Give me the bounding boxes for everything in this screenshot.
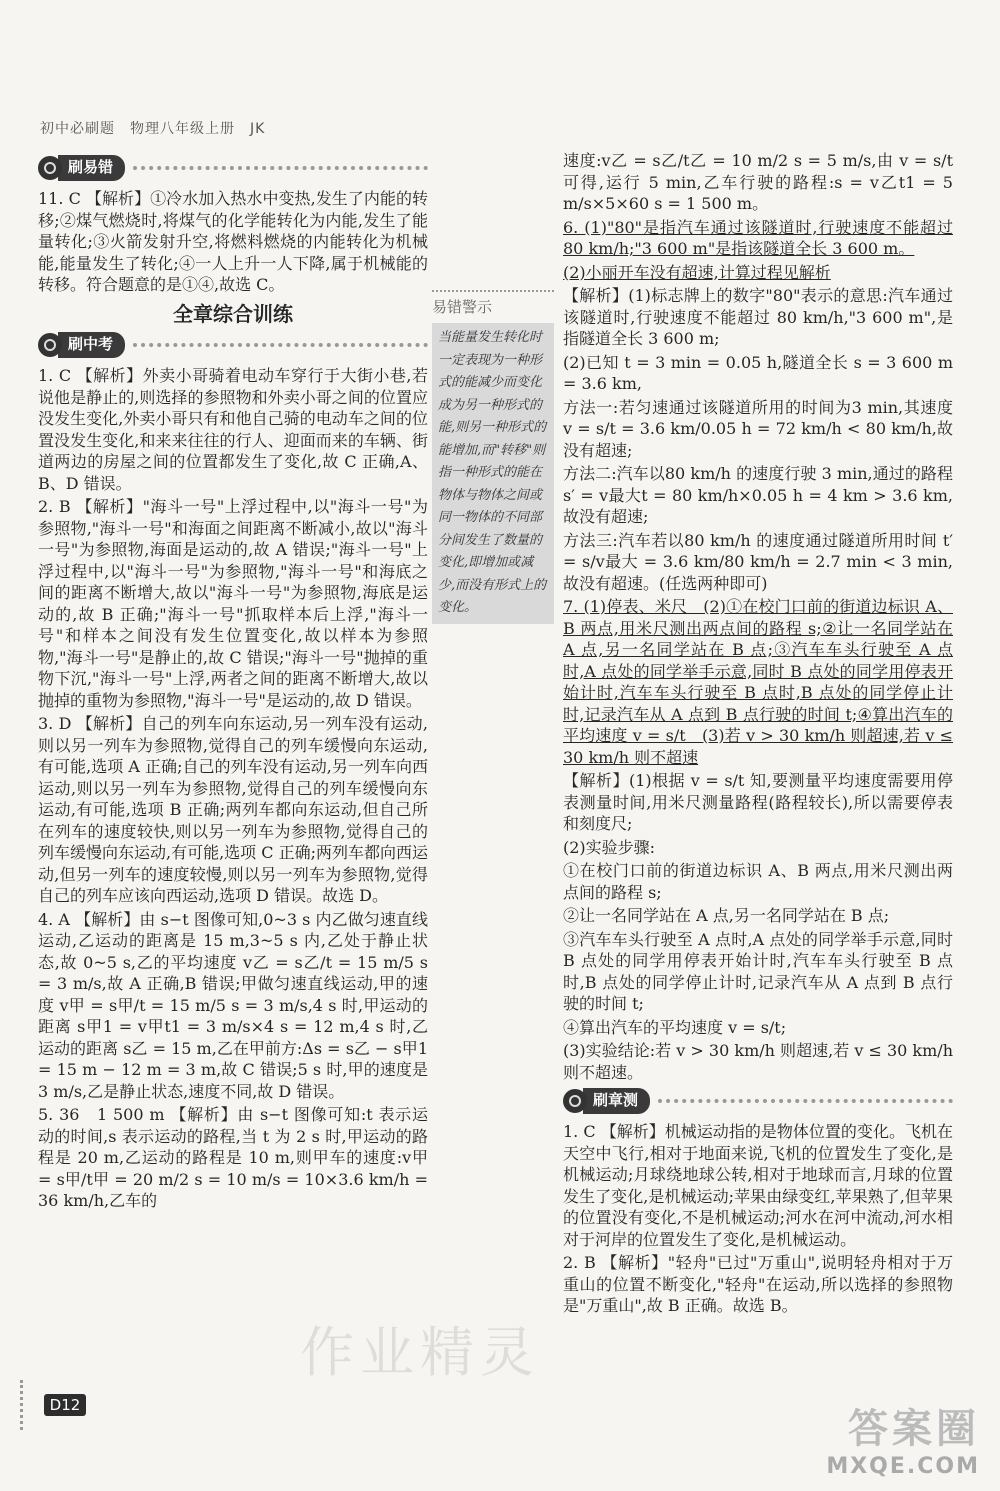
answer-6-given: (2)已知 t = 3 min = 0.05 h,隧道全长 s = 3 600 m = 3.6 km, <box>563 352 953 393</box>
section-tag-zhongkao <box>38 331 428 359</box>
dotted-rule <box>133 166 428 170</box>
right-column <box>563 150 953 1319</box>
answer-7-step3: ③汽车车头行驶至 A 点时,A 点处的同学举手示意,同时 B 点处的同学用停表开始计时,汽车车头行驶至 B 点时,B 点处的同学停止计时,记录汽车从 A 点到 B 点行驶的时间 t; <box>563 929 953 1013</box>
answer-6-method2: 方法二:汽车以80 km/h 的速度行驶 3 min,通过的路程 s′ = v最大t = 80 km/h×0.05 h = 4 km > 3.6 km,故没有超速; <box>563 464 953 526</box>
page-number: D12 <box>44 1394 86 1416</box>
answer-7-step2: ②让一名同学站在 A 点,另一名同学站在 B 点; <box>563 906 890 925</box>
section-tag-yicuo <box>38 154 428 182</box>
answer-4: 4. A 【解析】由 s−t 图像可知,0~3 s 内乙做匀速直线运动,乙运动的距离是 15 m,3~5 s 内,乙处于静止状态,故 0~5 s,乙的平均速度 v乙 = s乙/t = 15 m/5 s = 3 m/s,故 A 正确,B 错误;甲做匀速直线运动,甲的速度 v甲 = s甲/t = 15 m/5 s = 3 m/s,4 s 时,甲运动的距离 s甲1 = v甲t1 = 3 m/s×4 s = 12 m,4 s 时,乙运动的距离 s乙 = 15 m,乙在甲前方:Δs = s乙 − s甲1 = 15 m − 12 m = 3 m,故 C 错误;5 s 时,甲的速度是 3 m/s,乙是静止状态,速度不同,故 D 错误。 <box>38 909 428 1101</box>
answer-6-analysis: 【解析】(1)标志牌上的数字"80"表示的意思:汽车通过该隧道时,行驶速度不能超过 80 km/h,"3 600 m",是指隧道全长 3 600 m; <box>563 286 953 348</box>
section-label: 刷章测 <box>583 1088 650 1114</box>
answer-6-method1: 方法一:若匀速通过该隧道所用的时间为3 min,其速度 v = s/t = 3.6 km/0.05 h = 72 km/h < 80 km/h,故没有超速; <box>563 397 953 460</box>
answer-7-steps: (2)实验步骤: <box>563 837 656 857</box>
answer-7-analysis: 【解析】(1)根据 v = s/t 知,要测量平均速度需要用停表测量时间,用米尺测量路程(路程较长),所以需要停表和刻度尺; <box>563 771 953 833</box>
margin-note <box>432 150 554 624</box>
book-header: 初中必刷题 物理八年级上册 JK <box>40 121 266 137</box>
page-edge-marker <box>20 1380 35 1430</box>
answer-6-part2: (2)小丽开车没有超速,计算过程见解析 <box>563 262 831 282</box>
answer-7-main: 7. (1)停表、米尺 (2)①在校门口前的街道边标识 A、B 两点,用米尺测出两点间的路程 s;②让一名同学站在 A 点,另一名同学站在 B 点;③汽车车头行驶至 A 点时,A 点处的同学举手示意,同时 B 点处的同学用停表开始计时,汽车车头行驶至 B 点时,B 点处的同学停止计时,记录汽车从 A 点到 B 点行驶的时间 t;④算出汽车的平均速度 v = s/t (3)若 v > 30 km/h 则超速,若 v ≤ 30 km/h 则不超速 <box>563 597 953 767</box>
book-icon <box>38 333 62 357</box>
section-tag-zhangce <box>563 1087 953 1115</box>
answer-5-continued: 速度:v乙 = s乙/t乙 = 10 m/2 s = 5 m/s,由 v = s/t 可得,运行 5 min,乙车行驶的路程:s = v乙t1 = 5 m/s×5×60 s = 1 500 m。 <box>563 151 953 213</box>
chapter-answer-1: 1. C 【解析】机械运动指的是物体位置的变化。飞机在天空中飞行,相对于地面来说,飞机的位置发生了变化,是机械运动;月球绕地球公转,相对于地球而言,月球的位置发生了变化,是机械运动;苹果由绿变红,苹果熟了,但苹果的位置没有变化,不是机械运动;河水在河中流动,河水相对于河岸的位置发生了变化,是机械运动。 <box>563 1122 953 1249</box>
answer-7-conclusion: (3)实验结论:若 v > 30 km/h 则超速,若 v ≤ 30 km/h 则不超速。 <box>563 1041 953 1082</box>
answer-5: 5. 36 1 500 m 【解析】由 s−t 图像可知:t 表示运动的时间,s 表示运动的路程,当 t 为 2 s 时,甲运动的路程是 20 m,乙运动的路程是 10 m,则甲车的速度:v甲 = s甲/t甲 = 20 m/2 s = 10 m/s = 10×3.6 km/h = 36 km/h,乙车的 <box>38 1105 428 1210</box>
book-icon <box>38 156 62 180</box>
answer-7-step1: ①在校门口前的街道边标识 A、B 两点,用米尺测出两点间的路程 s; <box>563 861 953 902</box>
answer-6-method3: 方法三:汽车若以80 km/h 的速度通过隧道所用时间 t′ = s/v最大 = 3.6 km/80 km/h = 2.7 min < 3 min,故没有超速。(任选两种即可) <box>563 530 953 593</box>
answer-1: 1. C 【解析】外卖小哥骑着电动车穿行于大街小巷,若说他是静止的,则选择的参照物和外卖小哥之间的位置应没发生变化,外卖小哥只有和他自己骑的电动车之间的位置没发生变化,和来来往往的行人、迎面而来的车辆、街道两边的房屋之间的位置都发生了变化,故 C 正确,A、B、D 错误。 <box>38 366 428 493</box>
answer-7-step4: ④算出汽车的平均速度 v = s/t; <box>563 1017 787 1037</box>
dotted-rule <box>133 343 428 347</box>
warning-title: 易错警示 <box>432 290 554 317</box>
watermark: 作业精灵 <box>300 1321 540 1384</box>
answer-11: 11. C 【解析】①冷水加入热水中变热,发生了内能的转移;②煤气燃烧时,将煤气的化学能转化为内能,发生了能量转化;③火箭发射升空,将燃料燃烧的内能转化为机械能,能量发生了转化;④一人上升一人下降,属于机械能的转移。符合题意的是①④,故选 C。 <box>38 189 428 294</box>
section-label: 刷易错 <box>58 155 125 181</box>
chapter-answer-2: 2. B 【解析】"轻舟"已过"万重山",说明轻舟相对于万重山的位置不断变化,"轻舟"在运动,所以选择的参照物是"万重山",故 B 正确。故选 B。 <box>563 1253 953 1315</box>
warning-text: 当能量发生转化时一定表现为一种形式的能减少而变化成为另一种形式的能,则另一种形式的能增加,而"转移"则指一种形式的能在物体与物体之间或同一物体的不同部分间发生了数量的变化,即增加或减少,而没有形式上的变化。 <box>432 323 554 624</box>
book-icon <box>563 1089 587 1113</box>
site-logo-url: MXQE.COM <box>826 1454 980 1479</box>
section-label: 刷中考 <box>58 332 125 358</box>
answer-3: 3. D 【解析】自己的列车向东运动,另一列车没有运动,则以另一列车为参照物,觉得自己的列车缓慢向东运动,有可能,选项 A 正确;自己的列车没有运动,另一列车向西运动,则以另一列车为参照物,觉得自己的列车缓慢向东运动,有可能,选项 B 正确;两列车都向东运动,但自己所在列车的速度较快,则以另一列车为参照物,觉得自己的列车缓慢向东运动,有可能,选项 C 正确;两列车都向西运动,但另一列车的速度较慢,则以另一列车为参照物,觉得自己的列车应该向西运动,选项 D 错误。故选 D。 <box>38 714 428 905</box>
answer-6-part1: 6. (1)"80"是指汽车通过该隧道时,行驶速度不能超过 80 km/h;"3 600 m"是指该隧道全长 3 600 m。 <box>563 217 953 258</box>
site-logo-text: 答案圈 <box>848 1406 980 1452</box>
answer-2: 2. B 【解析】"海斗一号"上浮过程中,以"海斗一号"为参照物,"海斗一号"和海面之间距离不断减小,故以"海斗一号"为参照物,海面是运动的,故 A 错误;"海斗一号"上浮过程中,以"海斗一号"为参照物,"海斗一号"和海底之间的距离不断增大,故以"海斗一号"为参照物,海底是运动的,故 B 正确;"海斗一号"抓取样本后上浮,"海斗一号"和样本之间没有发生位置变化,故以样本为参照物,"海斗一号"是静止的,故 C 错误;"海斗一号"抛掉的重物下沉,"海斗一号"上浮,两者之间的距离不断增大,故以抛掉的重物为参照物,"海斗一号"是运动的,故 D 错误。 <box>38 497 428 710</box>
site-watermark-logo <box>826 1397 980 1479</box>
dotted-rule <box>658 1099 953 1103</box>
chapter-title: 全章综合训练 <box>173 301 293 326</box>
left-column <box>38 150 428 1214</box>
